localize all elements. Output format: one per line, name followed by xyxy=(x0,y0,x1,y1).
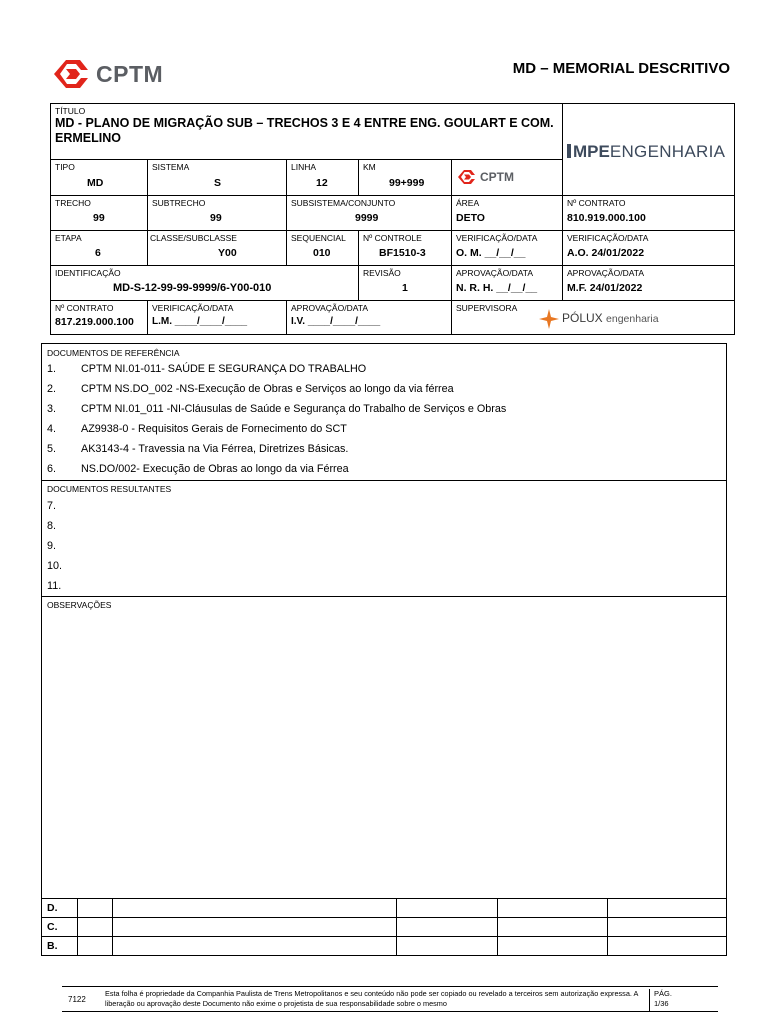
mpe-logo: MPEENGENHARIA xyxy=(567,142,725,162)
verif2-value: A.O. 24/01/2022 xyxy=(567,247,645,259)
cptm-small-logo-cell xyxy=(452,160,563,196)
revisions-table xyxy=(42,898,726,955)
reference-item: 1. CPTM NI.01-011- SAÚDE E SEGURANÇA DO TRABALHO xyxy=(47,363,367,375)
classe-cell: CLASSE/SUBCLASSE Y00 xyxy=(148,231,287,266)
observations-title: OBSERVAÇÕES xyxy=(47,600,112,610)
controle-cell: Nº CONTROLE BF1510-3 xyxy=(359,231,452,266)
km-cell: KM 99+999 xyxy=(359,160,452,196)
subsistema-value: 9999 xyxy=(355,212,379,224)
controle-value: BF1510-3 xyxy=(379,247,426,259)
logo-text: CPTM xyxy=(96,61,164,87)
identificacao-value: MD-S-12-99-99-9999/6-Y00-010 xyxy=(113,282,272,294)
footer-notice: Esta folha é propriedade da Companhia Paulista de Trens Metropolitanos e seu conteúdo não pode ser copiado ou revelado a terceiros sem autorização expressa. A liberação ou aprovação deste Documento não exime o projetista de sua responsabilidade sobre o mesmo xyxy=(105,989,639,1008)
document-title: MD - PLANO DE MIGRAÇÃO SUB – TRECHOS 3 E 4 ENTRE ENG. GOULART E COM. ERMELINO xyxy=(55,116,554,145)
resulting-item: 11. xyxy=(47,580,62,592)
document-sections xyxy=(41,343,727,956)
title-label: TÍTULO xyxy=(55,106,86,116)
footer-code: 7122 xyxy=(68,995,86,1004)
km-value: 99+999 xyxy=(389,177,425,189)
revision-row: D. xyxy=(42,898,726,917)
page-number: PÁG. 1/36 xyxy=(649,989,672,1011)
etapa-cell: ETAPA 6 xyxy=(51,231,148,266)
resulting-item: 9. xyxy=(47,540,57,552)
aprov2-cell: APROVAÇÃO/DATA M.F. 24/01/2022 xyxy=(563,266,735,301)
cptm-logo xyxy=(52,58,174,90)
subsistema-cell: SUBSISTEMA/CONJUNTO 9999 xyxy=(287,196,452,231)
contrato1-cell: Nº CONTRATO 810.919.000.100 xyxy=(563,196,735,231)
verif3-value: L.M. ____/____/____ xyxy=(152,316,248,327)
aprov3-value: I.V. ____/____/____ xyxy=(291,316,381,327)
reference-item: 3. CPTM NI.01_011 -NI-Cláusulas de Saúde e Segurança do Trabalho de Serviços e Obras xyxy=(47,403,507,415)
subtrecho-value: 99 xyxy=(210,212,222,224)
sistema-cell: SISTEMA S xyxy=(148,160,287,196)
reference-item: 4. AZ9938-0 - Requisitos Gerais de Fornecimento do SCT xyxy=(47,423,347,435)
aprov3-cell: APROVAÇÃO/DATA I.V. ____/____/____ xyxy=(287,301,452,335)
contrato1-value: 810.919.000.100 xyxy=(567,212,646,224)
identificacao-cell: IDENTIFICAÇÃO MD-S-12-99-99-9999/6-Y00-010 xyxy=(51,266,359,301)
tipo-cell: TIPO MD xyxy=(51,160,148,196)
section-divider xyxy=(42,480,726,481)
tipo-value: MD xyxy=(87,177,104,189)
resulting-item: 10. xyxy=(47,560,63,572)
revisao-value: 1 xyxy=(402,282,408,294)
revision-row: C. xyxy=(42,917,726,936)
verif2-cell: VERIFICAÇÃO/DATA A.O. 24/01/2022 xyxy=(563,231,735,266)
supervisora-cell: SUPERVISORA PÓLUX engenharia xyxy=(452,301,735,335)
classe-value: Y00 xyxy=(218,247,237,259)
area-value: DETO xyxy=(456,212,485,224)
sequencial-cell: SEQUENCIAL 010 xyxy=(287,231,359,266)
verif1-cell: VERIFICAÇÃO/DATA O. M. __/__/__ xyxy=(452,231,563,266)
resulting-title: DOCUMENTOS RESULTANTES xyxy=(47,484,172,494)
document-type: MD – MEMORIAL DESCRITIVO xyxy=(512,60,730,77)
trecho-cell: TRECHO 99 xyxy=(51,196,148,231)
subtrecho-cell: SUBTRECHO 99 xyxy=(148,196,287,231)
sequencial-value: 010 xyxy=(313,247,331,259)
reference-item: 5. AK3143-4 - Travessia na Via Férrea, Diretrizes Básicas. xyxy=(47,443,349,455)
aprov2-value: M.F. 24/01/2022 xyxy=(567,282,643,294)
cptm-logo-icon xyxy=(52,58,92,90)
linha-value: 12 xyxy=(316,177,328,189)
etapa-value: 6 xyxy=(95,247,101,259)
revision-row: B. xyxy=(42,936,726,955)
sistema-value: S xyxy=(214,177,222,189)
contrato2-value: 817.219.000.100 xyxy=(55,316,134,328)
reference-item: 6. NS.DO/002- Execução de Obras ao longo da via Férrea xyxy=(47,463,349,475)
verif1-value: O. M. __/__/__ xyxy=(456,247,526,259)
trecho-value: 99 xyxy=(93,212,105,224)
section-divider xyxy=(42,596,726,597)
resulting-item: 7. xyxy=(47,500,57,512)
cptm-small-logo-icon xyxy=(457,169,477,185)
aprov1-value: N. R. H. __/__/__ xyxy=(456,282,538,294)
contrato2-cell: Nº CONTRATO 817.219.000.100 xyxy=(51,301,148,335)
page-footer xyxy=(62,986,718,1012)
title-block xyxy=(50,103,735,335)
contractor-logo-cell xyxy=(563,104,735,196)
mpe-logo-mark-icon xyxy=(567,144,571,158)
small-logo-text: CPTM xyxy=(480,170,514,184)
linha-cell: LINHA 12 xyxy=(287,160,359,196)
area-cell: ÁREA DETO xyxy=(452,196,563,231)
aprov1-cell: APROVAÇÃO/DATA N. R. H. __/__/__ xyxy=(452,266,563,301)
references-title: DOCUMENTOS DE REFERÊNCIA xyxy=(47,348,180,358)
polux-logo: PÓLUX engenharia xyxy=(562,311,659,325)
title-cell xyxy=(51,104,563,160)
reference-item: 2. CPTM NS.DO_002 -NS-Execução de Obras e Serviços ao longo da via férrea xyxy=(47,383,454,395)
revisao-cell: REVISÃO 1 xyxy=(359,266,452,301)
resulting-item: 8. xyxy=(47,520,57,532)
polux-logo-icon xyxy=(538,308,560,330)
verif3-cell: VERIFICAÇÃO/DATA L.M. ____/____/____ xyxy=(148,301,287,335)
